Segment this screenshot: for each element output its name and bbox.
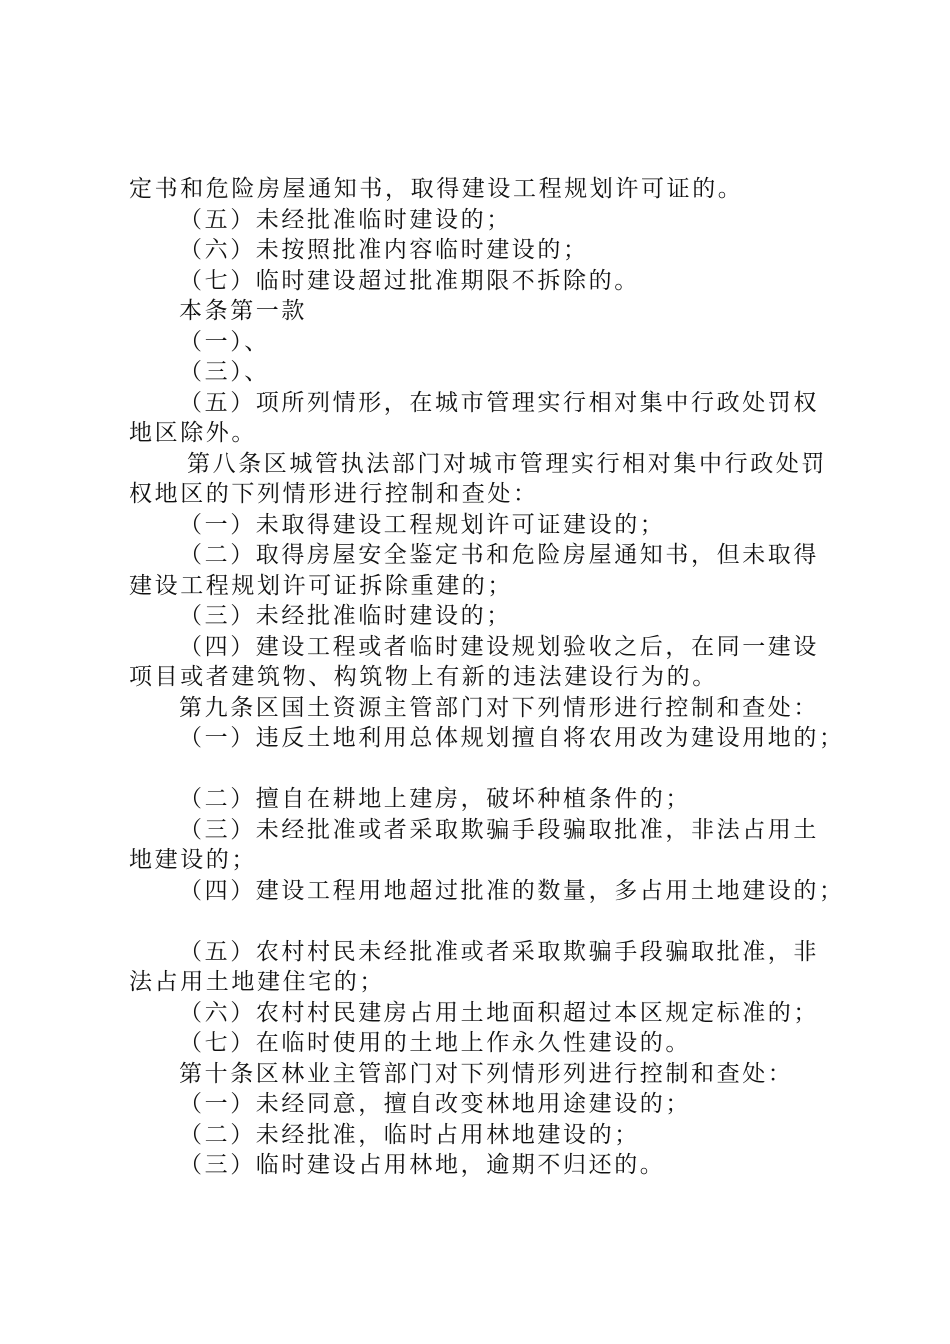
text-line: 地区除外。 bbox=[129, 420, 257, 446]
blank-line bbox=[129, 754, 849, 785]
text-line: 本条第一款 bbox=[179, 298, 307, 324]
text-line: （五）农村村民未经批准或者采取欺骗手段骗取批准，非 bbox=[179, 938, 819, 965]
text-line: （七）在临时使用的土地上作永久性建设的。 bbox=[179, 1030, 691, 1056]
blank-line bbox=[129, 906, 849, 937]
text-line: （六）农村村民建房占用土地面积超过本区规定标准的； bbox=[179, 999, 819, 1026]
text-line: （三）未经批准或者采取欺骗手段骗取批准，非法占用土 bbox=[179, 816, 819, 843]
text-line: （一）、 bbox=[179, 328, 270, 355]
text-line: （二）未经批准，临时占用林地建设的； bbox=[179, 1121, 640, 1148]
text-line: 项目或者建筑物、构筑物上有新的违法建设行为的。 bbox=[129, 664, 718, 690]
text-line: （五）未经批准临时建设的； bbox=[179, 206, 512, 233]
text-line: （三）未经批准临时建设的； bbox=[179, 603, 512, 629]
text-line: （四）建设工程或者临时建设规划验收之后，在同一建设 bbox=[179, 633, 819, 660]
text-line: 第九条区国土资源主管部门对下列情形进行控制和查处： bbox=[179, 694, 819, 721]
text-line: （一）未经同意，擅自改变林地用途建设的； bbox=[179, 1091, 691, 1117]
text-line: 权地区的下列情形进行控制和查处： bbox=[129, 481, 539, 507]
text-line: （四）建设工程用地超过批准的数量，多占用土地建设的； bbox=[179, 877, 845, 904]
text-line: （二）取得房屋安全鉴定书和危险房屋通知书，但未取得 bbox=[179, 542, 819, 568]
text-line: （五）项所列情形，在城市管理实行相对集中行政处罚权 bbox=[179, 389, 819, 416]
text-line: （七）临时建设超过批准期限不拆除的。 bbox=[179, 267, 640, 294]
document-body bbox=[129, 174, 849, 1181]
text-line: 第八条区城管执法部门对城市管理实行相对集中行政处罚 bbox=[187, 450, 827, 477]
text-line: （一）未取得建设工程规划许可证建设的； bbox=[179, 511, 666, 538]
text-line: 地建设的； bbox=[129, 847, 257, 873]
text-line: 法占用土地建住宅的； bbox=[129, 969, 385, 995]
text-line: （三）临时建设占用林地，逾期不归还的。 bbox=[179, 1152, 666, 1178]
text-line: （六）未按照批准内容临时建设的； bbox=[179, 237, 589, 263]
text-line: 建设工程规划许可证拆除重建的； bbox=[129, 572, 513, 599]
text-line: （一）违反土地利用总体规划擅自将农用改为建设用地的； bbox=[179, 725, 845, 751]
text-line: 定书和危险房屋通知书，取得建设工程规划许可证的。 bbox=[129, 176, 744, 202]
text-line: 第十条区林业主管部门对下列情形列进行控制和查处： bbox=[179, 1060, 794, 1087]
text-line: （二）擅自在耕地上建房，破坏种植条件的； bbox=[179, 786, 691, 812]
text-line: （三）、 bbox=[179, 359, 270, 385]
